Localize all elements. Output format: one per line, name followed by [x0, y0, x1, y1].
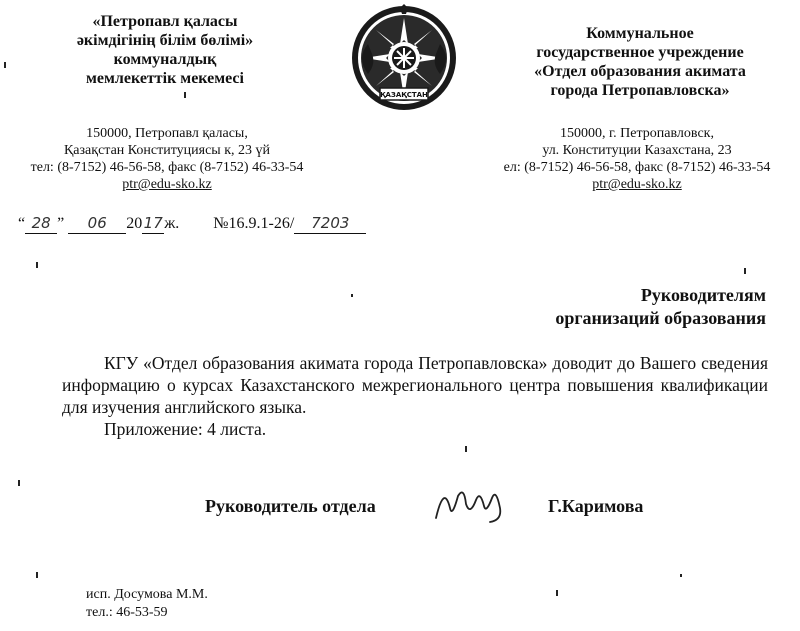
scan-speck — [351, 294, 353, 297]
signature-title: Руководитель отдела — [205, 496, 376, 516]
header-left-line4: мемлекеттік мекемесі — [86, 70, 244, 87]
scan-speck — [36, 572, 38, 578]
scan-speck — [184, 92, 186, 98]
handwritten-signature-icon — [430, 478, 510, 526]
address-left — [12, 125, 322, 193]
date-year-prefix: 20 — [126, 215, 143, 232]
attachment-note: Приложение: 4 листа. — [104, 419, 267, 439]
header-right-line3: «Отдел образования акимата — [534, 63, 746, 80]
addressee — [466, 284, 766, 330]
signatory-name: Г.Каримова — [548, 496, 644, 516]
reference-number: 7203 — [311, 214, 350, 232]
scan-speck — [744, 268, 746, 274]
address-left-line1: 150000, Петропавл қаласы, — [86, 126, 248, 141]
address-left-line3: тел: (8-7152) 46-56-58, факс (8-7152) 46-33-54 — [30, 160, 304, 175]
scan-speck — [556, 590, 558, 596]
executor-name: исп. Досумова М.М. — [86, 587, 208, 602]
scan-speck — [465, 446, 467, 452]
header-left-line3: коммуналдық — [113, 51, 217, 68]
addressee-line2: организаций образования — [555, 308, 766, 328]
date-day: 28 — [31, 214, 51, 232]
state-emblem-icon — [350, 4, 458, 112]
address-right-line1: 150000, г. Петропавловск, — [560, 126, 714, 141]
header-right — [505, 24, 775, 100]
body-paragraph: КГУ «Отдел образования акимата города Петропавловска» доводит до Вашего сведения информацию о курсах Казахстанского межрегионального центра повышения квалификации для изучения английского языка. — [62, 353, 768, 417]
header-right-line4: города Петропавловска» — [550, 82, 730, 99]
address-right — [478, 125, 796, 193]
letter-body — [62, 352, 768, 440]
header-right-line2: государственное учреждение — [536, 44, 744, 61]
date-open-quote: “ — [18, 215, 26, 232]
date-close-quote: ” — [57, 215, 65, 232]
reference-number-prefix: №16.9.1-26/ — [213, 215, 295, 232]
date-year-unit: ж. — [164, 215, 180, 232]
executor-phone: тел.: 46-53-59 — [86, 605, 168, 620]
address-right-line3: ел: (8-7152) 46-56-58, факс (8-7152) 46-33-54 — [503, 160, 771, 175]
address-left-email[interactable]: ptr@edu-sko.kz — [122, 177, 212, 192]
scan-speck — [680, 574, 682, 577]
address-right-email[interactable]: ptr@edu-sko.kz — [592, 177, 682, 192]
reference-line — [18, 214, 366, 234]
date-year-suffix: 17 — [143, 214, 163, 232]
emblem-text: ҚАЗАҚСТАН — [380, 91, 428, 99]
header-left-line1: «Петропавл қаласы — [92, 13, 238, 30]
address-right-line2: ул. Конституции Казахстана, 23 — [542, 143, 732, 158]
header-right-line1: Коммунальное — [586, 25, 694, 42]
date-month: 06 — [87, 214, 107, 232]
scan-speck — [18, 480, 20, 486]
executor-info — [86, 586, 208, 622]
scan-speck — [36, 262, 38, 268]
header-left — [40, 12, 290, 88]
scan-speck — [4, 62, 6, 68]
header-left-line2: әкімдігінің білім бөлімі» — [76, 32, 254, 49]
address-left-line2: Қазақстан Конституциясы к, 23 үй — [63, 143, 271, 158]
addressee-line1: Руководителям — [640, 285, 766, 305]
